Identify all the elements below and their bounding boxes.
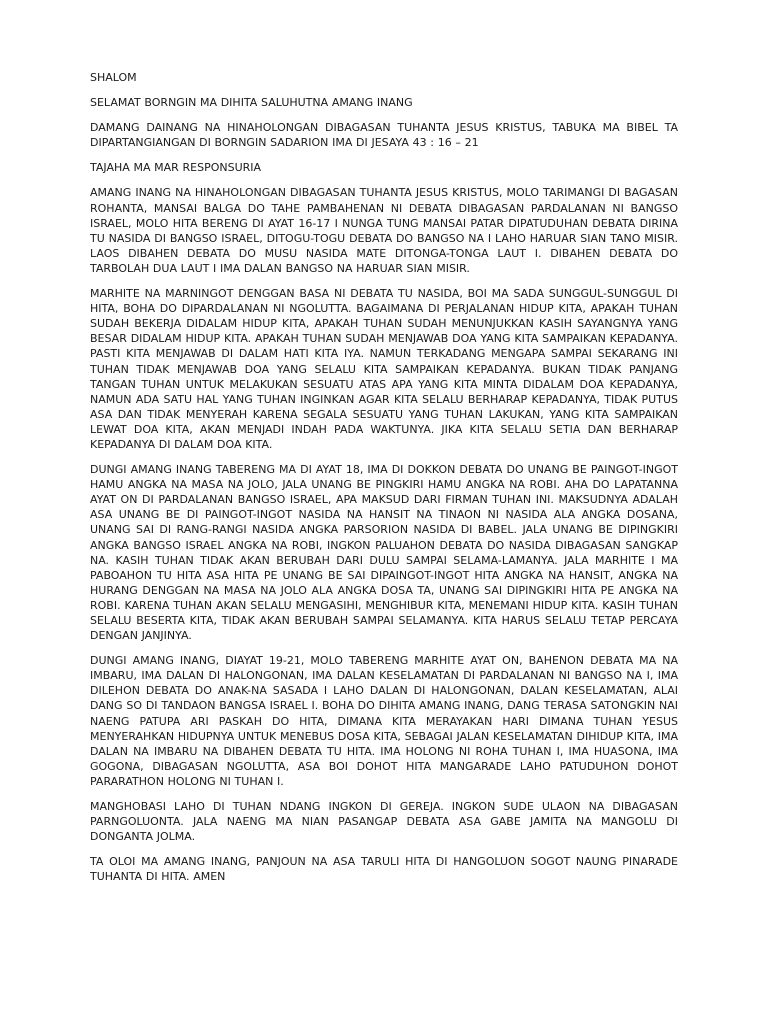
- document-page: [90, 70, 678, 895]
- intro-paragraph: DAMANG DAINANG NA HINAHOLONGAN DIBAGASAN TUHANTA JESUS KRISTUS, TABUKA MA BIBEL TA DIPARTANGIANGAN DI BORNGIN SADARION IMA DI JESAYA 43 : 16 – 21: [90, 121, 678, 150]
- closing-paragraph: TA OLOI MA AMANG INANG, PANJOUN NA ASA TARULI HITA DI HANGOLUON SOGOT NAUNG PINARADE TUHANTA DI HITA. AMEN: [90, 855, 678, 884]
- body-paragraph-2: MARHITE NA MARNINGOT DENGGAN BASA NI DEBATA TU NASIDA, BOI MA SADA SUNGGUL-SUNGGUL DI HITA, BOHA DO DIPARDALANAN NI NGOLUTTA. BAGAIMANA DI PERJALANAN HIDUP KITA, APAKAH TUHAN SUDAH BEKERJA DIDALAM HIDUP KITA, APAKAH TUHAN SUDAH MENUNJUKKAN KASIH SAYANGNYA YANG BESAR DIDALAM HIDUP KITA. APAKAH TUHAN SUDAH MENJAWAB DOA YANG KITA SAMPAIKAN KEPADANYA. PASTI KITA MENJAWAB DI DALAM HATI KITA IYA. NAMUN TERKADANG MENGAPA SAMPAI SEKARANG INI TUHAN TIDAK MENJAWAB DOA YANG SELALU KITA SAMPAIKAN KEPADANYA. BUKAN TIDAK PANJANG TANGAN TUHAN UNTUK MELAKUKAN SESUATU ATAS APA YANG KITA MINTA DIDALAM DOA KEPADANYA, NAMUN ADA SATU HAL YANG TUHAN INGINKAN AGAR KITA SELALU BERHARAP KEPADANYA, TIDAK PUTUS ASA DAN TIDAK MENYERAH KARENA SEGALA SESUATU YANG TUHAN LAKUKAN, YANG KITA SAMPAIKAN LEWAT DOA KITA, AKAN MENJADI INDAH PADA WAKTUNYA. JIKA KITA SELALU SETIA DAN BERHARAP KEPADANYA DI DALAM DOA KITA.: [90, 287, 678, 451]
- body-paragraph-5: MANGHOBASI LAHO DI TUHAN NDANG INGKON DI GEREJA. INGKON SUDE ULAON NA DIBAGASAN PARNGOLUONTA. JALA NAENG MA NIAN PASANGAP DEBATA ASA GABE JAMITA NA MANGOLU DI DONGANTA JOLMA.: [90, 800, 678, 844]
- body-paragraph-4: DUNGI AMANG INANG, DIAYAT 19-21, MOLO TABERENG MARHITE AYAT ON, BAHENON DEBATA MA NA IMBARU, IMA DALAN DI HALONGONAN, IMA DALAN KESELAMATAN DI PARDALANAN NI BANGSO NA I, IMA DILEHON DEBATA DO ANAK-NA SASADA I LAHO DALAN DI HALONGONAN, DALAN KESELAMATAN, ALAI DANG SO DI TANDAON BANGSA ISRAEL I. BOHA DO DIHITA AMANG INANG, DANG TERASA SATONGKIN NAI NAENG PATUPA ARI PASKAH DO HITA, DIMANA KITA MERAYAKAN HARI DIMANA TUHAN YESUS MENYERAHKAN HIDUPNYA UNTUK MENEBUS DOSA KITA, SEBAGAI JALAN KESELAMATAN DIHIDUP KITA, IMA DALAN NA IMBARU NA DIBAHEN DEBATA TU HITA. IMA HOLONG NI ROHA TUHAN I, IMA HUASONA, IMA GOGONA, DIBAGASAN NGOLUTTA, ASA BOI DOHOT HITA MANGARADE LAHO PATUDUHON DOHOT PARARATHON HOLONG NI TUHAN I.: [90, 654, 678, 788]
- greeting: SHALOM: [90, 71, 137, 84]
- instruction-line: TAJAHA MA MAR RESPONSURIA: [90, 161, 262, 175]
- body-paragraph-3: DUNGI AMANG INANG TABERENG MA DI AYAT 18, IMA DI DOKKON DEBATA DO UNANG BE PAINGOT-INGOT HAMU ANGKA NA MASA NA JOLO, JALA UNANG BE PINGKIRI HAMU ANGKA NA ROBI. AHA DO LAPATANNA AYAT ON DI PARDALANAN BANGSO ISRAEL, APA MAKSUD DARI FIRMAN TUHAN INI. MAKSUDNYA ADALAH ASA UNANG BE DI PAINGOT-INGOT NASIDA NA HANSIT NA TINAON NI NASIDA ALA ANGKA DOSANA, UNANG SAI DI RANG-RANGI NASIDA ANGKA PARSORION NASIDA DI BABEL. JALA UNANG BE DIPINGKIRI ANGKA BANGSO ISRAEL ANGKA NA ROBI, INGKON PALUAHON DEBATA DO NASIDA DIBAGASAN SANGKAP NA. KASIH TUHAN TIDAK AKAN BERUBAH DARI DULU SAMPAI SELAMA-LAMANYA. JALA MARHITE I MA PABOAHON TU HITA ASA HITA PE UNANG BE SAI DIPAINGOT-INGOT HITA ANGKA NA HANSIT, ANGKA NA HURANG DENGGAN NA MASA NA JOLO ALA ANGKA DOSA TA, UNANG SAI DIPINGKIRI HITA PE ANGKA NA ROBI. KARENA TUHAN AKAN SELALU MENGASIHI, MENGHIBUR KITA, MENEMANI HIDUP KITA. KASIH TUHAN SELALU BESERTA KITA, TIDAK AKAN BERUBAH SAMPAI SELAMANYA. KITA HARUS SELALU TETAP PERCAYA DENGAN JANJINYA.: [90, 463, 678, 643]
- body-paragraph-1: AMANG INANG NA HINAHOLONGAN DIBAGASAN TUHANTA JESUS KRISTUS, MOLO TARIMANGI DI BAGASAN ROHANTA, MANSAI BALGA DO TAHE PAMBAHENAN NI DEBATA DIBAGASAN PARDALANAN NI BANGSO ISRAEL, MOLO HITA BERENG DI AYAT 16-17 I NUNGA TUNG MANSAI PATAR DIPATUDUHAN DEBATA DIRINA TU NASIDA DI BANGSO ISRAEL, DITOGU-TOGU DEBATA DO BANGSO NA I LAHO HARUAR SIAN TANO MISIR. LAOS DIBAHEN DEBATA DO MUSU NASIDA MATE DITONGA-TONGA LAUT I. DIBAHEN DEBATA DO TARBOLAH DUA LAUT I IMA DALAN BANGSO NA HARUAR SIAN MISIR.: [90, 186, 678, 275]
- opening-line: SELAMAT BORNGIN MA DIHITA SALUHUTNA AMANG INANG: [90, 96, 413, 110]
